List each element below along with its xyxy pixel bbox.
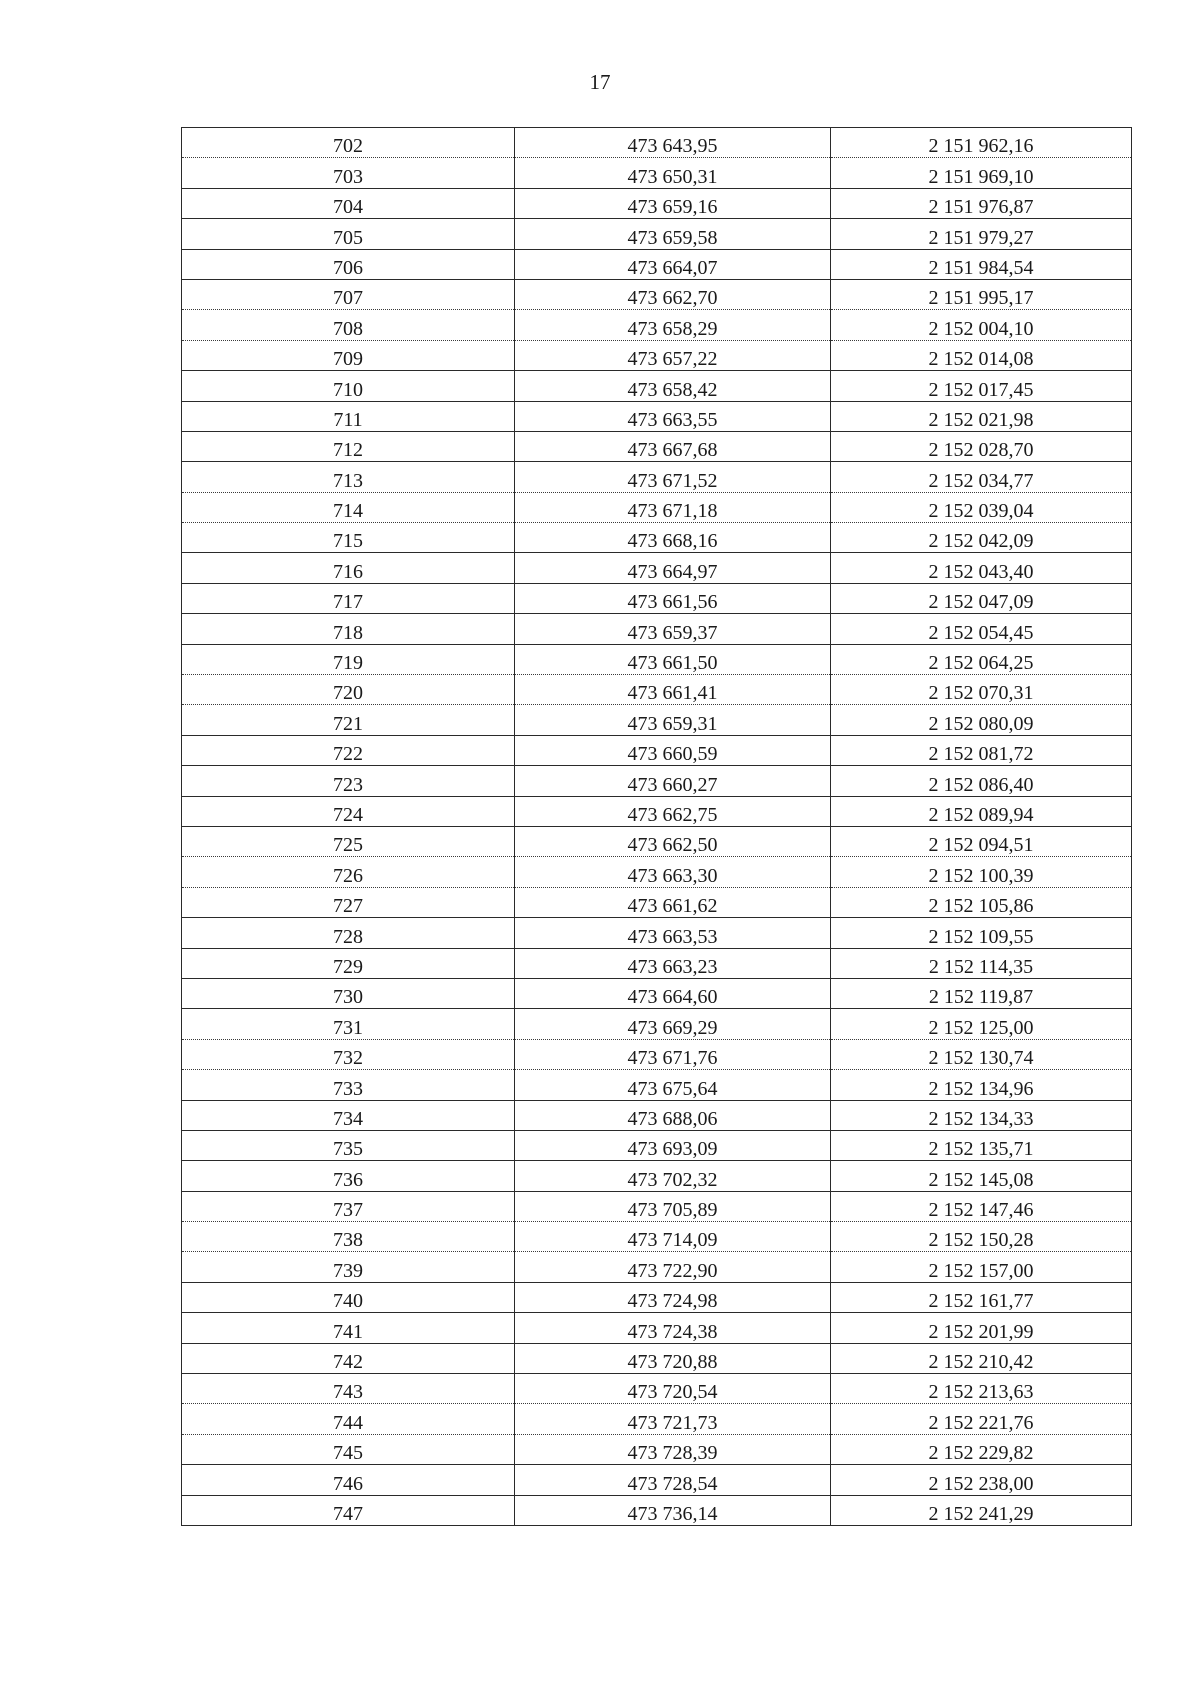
y-coordinate-cell: 2 152 054,45 — [831, 614, 1132, 644]
y-coordinate-cell: 2 152 070,31 — [831, 675, 1132, 705]
table-row — [182, 492, 1132, 522]
point-number-cell: 734 — [182, 1100, 515, 1130]
x-coordinate-cell: 473 728,54 — [515, 1465, 831, 1495]
table-row — [182, 705, 1132, 735]
point-number-cell: 724 — [182, 796, 515, 826]
y-coordinate-cell: 2 152 017,45 — [831, 371, 1132, 401]
table-row — [182, 219, 1132, 249]
table-row — [182, 948, 1132, 978]
table-row — [182, 857, 1132, 887]
point-number-cell: 729 — [182, 948, 515, 978]
point-number-cell: 730 — [182, 978, 515, 1008]
table-row — [182, 523, 1132, 553]
point-number-cell: 704 — [182, 188, 515, 218]
table-row — [182, 310, 1132, 340]
y-coordinate-cell: 2 151 979,27 — [831, 219, 1132, 249]
point-number-cell: 739 — [182, 1252, 515, 1282]
point-number-cell: 707 — [182, 279, 515, 309]
point-number-cell: 723 — [182, 766, 515, 796]
point-number-cell: 745 — [182, 1434, 515, 1464]
point-number-cell: 711 — [182, 401, 515, 431]
x-coordinate-cell: 473 650,31 — [515, 158, 831, 188]
table-row — [182, 614, 1132, 644]
y-coordinate-cell: 2 152 042,09 — [831, 523, 1132, 553]
y-coordinate-cell: 2 152 210,42 — [831, 1343, 1132, 1373]
x-coordinate-cell: 473 720,54 — [515, 1374, 831, 1404]
table-row — [182, 462, 1132, 492]
point-number-cell: 722 — [182, 735, 515, 765]
y-coordinate-cell: 2 152 119,87 — [831, 978, 1132, 1008]
point-number-cell: 731 — [182, 1009, 515, 1039]
table-row — [182, 1465, 1132, 1495]
x-coordinate-cell: 473 660,59 — [515, 735, 831, 765]
table-row — [182, 1252, 1132, 1282]
table-row — [182, 1404, 1132, 1434]
x-coordinate-cell: 473 693,09 — [515, 1130, 831, 1160]
point-number-cell: 713 — [182, 462, 515, 492]
x-coordinate-cell: 473 664,60 — [515, 978, 831, 1008]
y-coordinate-cell: 2 152 150,28 — [831, 1222, 1132, 1252]
table-row — [182, 887, 1132, 917]
table-row — [182, 279, 1132, 309]
point-number-cell: 720 — [182, 675, 515, 705]
table-row — [182, 1161, 1132, 1191]
y-coordinate-cell: 2 152 161,77 — [831, 1282, 1132, 1312]
point-number-cell: 710 — [182, 371, 515, 401]
y-coordinate-cell: 2 152 100,39 — [831, 857, 1132, 887]
point-number-cell: 744 — [182, 1404, 515, 1434]
point-number-cell: 732 — [182, 1039, 515, 1069]
y-coordinate-cell: 2 151 969,10 — [831, 158, 1132, 188]
table-row — [182, 1100, 1132, 1130]
point-number-cell: 746 — [182, 1465, 515, 1495]
y-coordinate-cell: 2 152 105,86 — [831, 887, 1132, 917]
table-row — [182, 675, 1132, 705]
table-row — [182, 1495, 1132, 1525]
table-row — [182, 1191, 1132, 1221]
point-number-cell: 712 — [182, 431, 515, 461]
x-coordinate-cell: 473 668,16 — [515, 523, 831, 553]
point-number-cell: 708 — [182, 310, 515, 340]
point-number-cell: 721 — [182, 705, 515, 735]
x-coordinate-cell: 473 688,06 — [515, 1100, 831, 1130]
table-row — [182, 340, 1132, 370]
x-coordinate-cell: 473 661,62 — [515, 887, 831, 917]
x-coordinate-cell: 473 671,52 — [515, 462, 831, 492]
point-number-cell: 741 — [182, 1313, 515, 1343]
table-row — [182, 128, 1132, 158]
table-row — [182, 1222, 1132, 1252]
x-coordinate-cell: 473 663,55 — [515, 401, 831, 431]
x-coordinate-cell: 473 661,41 — [515, 675, 831, 705]
table-row — [182, 1343, 1132, 1373]
table-row — [182, 583, 1132, 613]
x-coordinate-cell: 473 662,50 — [515, 826, 831, 856]
y-coordinate-cell: 2 152 130,74 — [831, 1039, 1132, 1069]
x-coordinate-cell: 473 702,32 — [515, 1161, 831, 1191]
point-number-cell: 726 — [182, 857, 515, 887]
x-coordinate-cell: 473 659,31 — [515, 705, 831, 735]
point-number-cell: 715 — [182, 523, 515, 553]
y-coordinate-cell: 2 152 043,40 — [831, 553, 1132, 583]
point-number-cell: 719 — [182, 644, 515, 674]
table-row — [182, 735, 1132, 765]
table-row — [182, 918, 1132, 948]
table-row — [182, 1374, 1132, 1404]
point-number-cell: 727 — [182, 887, 515, 917]
x-coordinate-cell: 473 667,68 — [515, 431, 831, 461]
y-coordinate-cell: 2 152 047,09 — [831, 583, 1132, 613]
table-row — [182, 1434, 1132, 1464]
point-number-cell: 717 — [182, 583, 515, 613]
x-coordinate-cell: 473 724,98 — [515, 1282, 831, 1312]
table-row — [182, 1070, 1132, 1100]
y-coordinate-cell: 2 152 086,40 — [831, 766, 1132, 796]
table-row — [182, 1039, 1132, 1069]
point-number-cell: 738 — [182, 1222, 515, 1252]
y-coordinate-cell: 2 152 089,94 — [831, 796, 1132, 826]
x-coordinate-cell: 473 663,53 — [515, 918, 831, 948]
page-number: 17 — [589, 70, 611, 94]
y-coordinate-cell: 2 152 080,09 — [831, 705, 1132, 735]
point-number-cell: 733 — [182, 1070, 515, 1100]
point-number-cell: 716 — [182, 553, 515, 583]
table-row — [182, 188, 1132, 218]
x-coordinate-cell: 473 736,14 — [515, 1495, 831, 1525]
table-row — [182, 766, 1132, 796]
x-coordinate-cell: 473 660,27 — [515, 766, 831, 796]
y-coordinate-cell: 2 152 028,70 — [831, 431, 1132, 461]
table-row — [182, 401, 1132, 431]
y-coordinate-cell: 2 152 114,35 — [831, 948, 1132, 978]
x-coordinate-cell: 473 663,30 — [515, 857, 831, 887]
x-coordinate-cell: 473 720,88 — [515, 1343, 831, 1373]
point-number-cell: 737 — [182, 1191, 515, 1221]
point-number-cell: 747 — [182, 1495, 515, 1525]
y-coordinate-cell: 2 152 147,46 — [831, 1191, 1132, 1221]
point-number-cell: 718 — [182, 614, 515, 644]
x-coordinate-cell: 473 671,76 — [515, 1039, 831, 1069]
point-number-cell: 728 — [182, 918, 515, 948]
x-coordinate-cell: 473 659,58 — [515, 219, 831, 249]
point-number-cell: 742 — [182, 1343, 515, 1373]
table-row — [182, 249, 1132, 279]
y-coordinate-cell: 2 152 134,33 — [831, 1100, 1132, 1130]
table-row — [182, 431, 1132, 461]
y-coordinate-cell: 2 152 213,63 — [831, 1374, 1132, 1404]
x-coordinate-cell: 473 721,73 — [515, 1404, 831, 1434]
point-number-cell: 714 — [182, 492, 515, 522]
y-coordinate-cell: 2 151 995,17 — [831, 279, 1132, 309]
x-coordinate-cell: 473 663,23 — [515, 948, 831, 978]
y-coordinate-cell: 2 151 962,16 — [831, 128, 1132, 158]
x-coordinate-cell: 473 659,16 — [515, 188, 831, 218]
table-row — [182, 978, 1132, 1008]
y-coordinate-cell: 2 152 201,99 — [831, 1313, 1132, 1343]
coordinates-table-body — [182, 128, 1132, 1526]
x-coordinate-cell: 473 669,29 — [515, 1009, 831, 1039]
x-coordinate-cell: 473 643,95 — [515, 128, 831, 158]
table-row — [182, 1313, 1132, 1343]
y-coordinate-cell: 2 152 004,10 — [831, 310, 1132, 340]
y-coordinate-cell: 2 152 094,51 — [831, 826, 1132, 856]
x-coordinate-cell: 473 671,18 — [515, 492, 831, 522]
coordinates-table — [181, 127, 1132, 1526]
x-coordinate-cell: 473 714,09 — [515, 1222, 831, 1252]
point-number-cell: 709 — [182, 340, 515, 370]
y-coordinate-cell: 2 152 109,55 — [831, 918, 1132, 948]
y-coordinate-cell: 2 152 081,72 — [831, 735, 1132, 765]
x-coordinate-cell: 473 661,56 — [515, 583, 831, 613]
point-number-cell: 725 — [182, 826, 515, 856]
point-number-cell: 740 — [182, 1282, 515, 1312]
x-coordinate-cell: 473 662,70 — [515, 279, 831, 309]
table-row — [182, 796, 1132, 826]
point-number-cell: 736 — [182, 1161, 515, 1191]
x-coordinate-cell: 473 722,90 — [515, 1252, 831, 1282]
point-number-cell: 703 — [182, 158, 515, 188]
x-coordinate-cell: 473 675,64 — [515, 1070, 831, 1100]
x-coordinate-cell: 473 664,07 — [515, 249, 831, 279]
y-coordinate-cell: 2 152 134,96 — [831, 1070, 1132, 1100]
point-number-cell: 735 — [182, 1130, 515, 1160]
y-coordinate-cell: 2 151 984,54 — [831, 249, 1132, 279]
x-coordinate-cell: 473 659,37 — [515, 614, 831, 644]
y-coordinate-cell: 2 152 221,76 — [831, 1404, 1132, 1434]
x-coordinate-cell: 473 724,38 — [515, 1313, 831, 1343]
x-coordinate-cell: 473 661,50 — [515, 644, 831, 674]
y-coordinate-cell: 2 152 241,29 — [831, 1495, 1132, 1525]
y-coordinate-cell: 2 151 976,87 — [831, 188, 1132, 218]
y-coordinate-cell: 2 152 021,98 — [831, 401, 1132, 431]
x-coordinate-cell: 473 664,97 — [515, 553, 831, 583]
x-coordinate-cell: 473 705,89 — [515, 1191, 831, 1221]
y-coordinate-cell: 2 152 064,25 — [831, 644, 1132, 674]
table-row — [182, 1282, 1132, 1312]
x-coordinate-cell: 473 662,75 — [515, 796, 831, 826]
table-row — [182, 644, 1132, 674]
point-number-cell: 702 — [182, 128, 515, 158]
table-row — [182, 371, 1132, 401]
point-number-cell: 743 — [182, 1374, 515, 1404]
y-coordinate-cell: 2 152 125,00 — [831, 1009, 1132, 1039]
point-number-cell: 706 — [182, 249, 515, 279]
point-number-cell: 705 — [182, 219, 515, 249]
x-coordinate-cell: 473 657,22 — [515, 340, 831, 370]
y-coordinate-cell: 2 152 145,08 — [831, 1161, 1132, 1191]
table-row — [182, 826, 1132, 856]
x-coordinate-cell: 473 658,42 — [515, 371, 831, 401]
table-row — [182, 1009, 1132, 1039]
y-coordinate-cell: 2 152 229,82 — [831, 1434, 1132, 1464]
y-coordinate-cell: 2 152 014,08 — [831, 340, 1132, 370]
y-coordinate-cell: 2 152 238,00 — [831, 1465, 1132, 1495]
y-coordinate-cell: 2 152 157,00 — [831, 1252, 1132, 1282]
y-coordinate-cell: 2 152 039,04 — [831, 492, 1132, 522]
table-row — [182, 1130, 1132, 1160]
y-coordinate-cell: 2 152 135,71 — [831, 1130, 1132, 1160]
y-coordinate-cell: 2 152 034,77 — [831, 462, 1132, 492]
x-coordinate-cell: 473 728,39 — [515, 1434, 831, 1464]
table-row — [182, 158, 1132, 188]
x-coordinate-cell: 473 658,29 — [515, 310, 831, 340]
table-row — [182, 553, 1132, 583]
